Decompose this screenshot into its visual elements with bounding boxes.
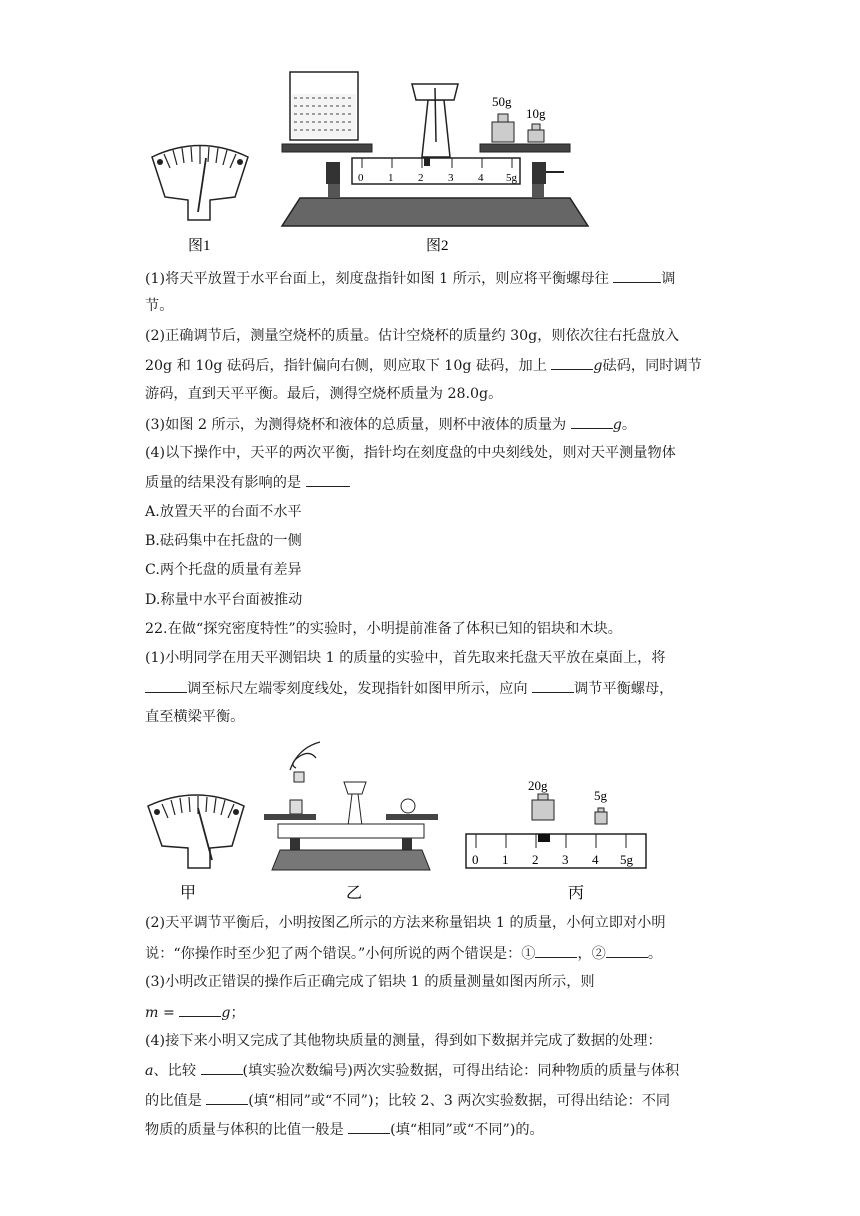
- q22-line-6: (3)小明改正错误的操作后正确完成了铝块 1 的质量测量如图丙所示，则: [145, 974, 595, 990]
- q22-line-7: m = g；: [145, 1002, 245, 1023]
- dial-jia: [148, 795, 244, 868]
- answer-blank-12[interactable]: [348, 1119, 390, 1134]
- q22-line-4: (2)天平调节平衡后，小明按图乙所示的方法来称量铝块 1 的质量，小何立即对小明: [145, 915, 666, 931]
- answer-blank-1[interactable]: [613, 268, 661, 283]
- ruler-tick-1: 1: [388, 172, 394, 184]
- q-line-4: 20g 和 10g 砝码后，指针偏向右侧，则应取下 10g 砝码，加上 g砝码，同时调节: [145, 355, 702, 376]
- label-50g: 50g: [492, 94, 512, 109]
- ruler-tick-2: 2: [418, 172, 424, 184]
- answer-blank-11[interactable]: [206, 1090, 248, 1105]
- q22-line-5: 说：“你操作时至少犯了两个错误。”小何所说的两个错误是：① ，② 。: [145, 943, 662, 964]
- q22-line-10: 的比值是 (填“相同”或“不同”)；比较 2、3 两次实验数据，可得出结论：不同: [145, 1090, 670, 1111]
- q22-line-2: 调至标尺左端零刻度线处，发现指针如图甲所示，应向 调节平衡螺母，: [145, 678, 673, 699]
- balance-fig2: [282, 72, 588, 226]
- q22-line-1: (1)小明同学在用天平测铝块 1 的质量的实验中，首先取来托盘天平放在桌面上，将: [145, 650, 666, 666]
- fig2-caption: 图2: [426, 238, 449, 254]
- caption-yi: 乙: [346, 885, 363, 902]
- bing-tick-2: 2: [532, 852, 539, 867]
- answer-blank-3[interactable]: [571, 414, 613, 429]
- option-b: B.砝码集中在托盘的一侧: [145, 533, 302, 549]
- bing-tick-3: 3: [562, 852, 569, 867]
- fig1-caption: 图1: [188, 238, 211, 254]
- option-c: C.两个托盘的质量有差异: [145, 562, 302, 578]
- label-5g: 5g: [594, 788, 607, 803]
- ruler-bing: [466, 778, 646, 868]
- answer-blank-6[interactable]: [532, 678, 574, 693]
- q22-line-8: (4)接下来小明又完成了其他物块质量的测量，得到如下数据并完成了数据的处理：: [145, 1033, 662, 1049]
- figure-bottom: [140, 738, 660, 906]
- q-line-2: 节。: [145, 298, 174, 314]
- bing-tick-5: 5g: [620, 852, 633, 867]
- answer-blank-8[interactable]: [606, 943, 648, 958]
- q-line-8: 质量的结果没有影响的是: [145, 472, 350, 493]
- q-line-6: (3)如图 2 所示，为测得烧杯和液体的总质量，则杯中液体的质量为 g。: [145, 414, 636, 435]
- caption-jia: 甲: [180, 885, 197, 902]
- figure-top: [140, 62, 600, 262]
- bing-tick-4: 4: [592, 852, 599, 867]
- q-line-3: (2)正确调节后，测量空烧杯的质量。估计空烧杯的质量约 30g，则依次往右托盘放入: [145, 328, 680, 344]
- answer-blank-9[interactable]: [179, 1002, 221, 1017]
- q22-line-3: 直至横梁平衡。: [145, 709, 245, 725]
- q-line-7: (4)以下操作中，天平的两次平衡，指针均在刻度盘的中央刻线处，则对天平测量物体: [145, 445, 676, 461]
- bing-tick-0: 0: [472, 852, 479, 867]
- option-a: A.放置天平的台面不水平: [145, 504, 302, 520]
- bing-tick-1: 1: [502, 852, 509, 867]
- q22-line-9: a、比较 (填实验次数编号)两次实验数据，可得出结论：同种物质的质量与体积: [145, 1060, 679, 1081]
- answer-blank-10[interactable]: [201, 1060, 243, 1075]
- ruler-tick-0: 0: [358, 172, 364, 184]
- caption-bing: 丙: [568, 885, 585, 902]
- question-22: 22.在做“探究密度特性”的实验时，小明提前准备了体积已知的铝块和木块。: [145, 621, 622, 637]
- q22-line-11: 物质的质量与体积的比值一般是 (填“相同”或“不同”)的。: [145, 1119, 544, 1140]
- answer-blank-4[interactable]: [306, 472, 350, 487]
- label-20g: 20g: [528, 778, 548, 793]
- ruler-tick-5: 5g: [506, 172, 517, 184]
- balance-yi: [264, 742, 438, 870]
- answer-blank-7[interactable]: [535, 943, 577, 958]
- q-line-1: (1)将天平放置于水平台面上，刻度盘指针如图 1 所示，则应将平衡螺母往 调: [145, 268, 675, 289]
- dial-fig1: [152, 146, 248, 221]
- answer-blank-2[interactable]: [551, 355, 593, 370]
- q-line-5: 游码，直到天平平衡。最后，测得空烧杯质量为 28.0g。: [145, 386, 503, 402]
- label-10g: 10g: [526, 106, 546, 121]
- ruler-tick-3: 3: [448, 172, 454, 184]
- answer-blank-5[interactable]: [145, 678, 187, 693]
- ruler-tick-4: 4: [478, 172, 484, 184]
- option-d: D.称量中水平台面被推动: [145, 592, 303, 608]
